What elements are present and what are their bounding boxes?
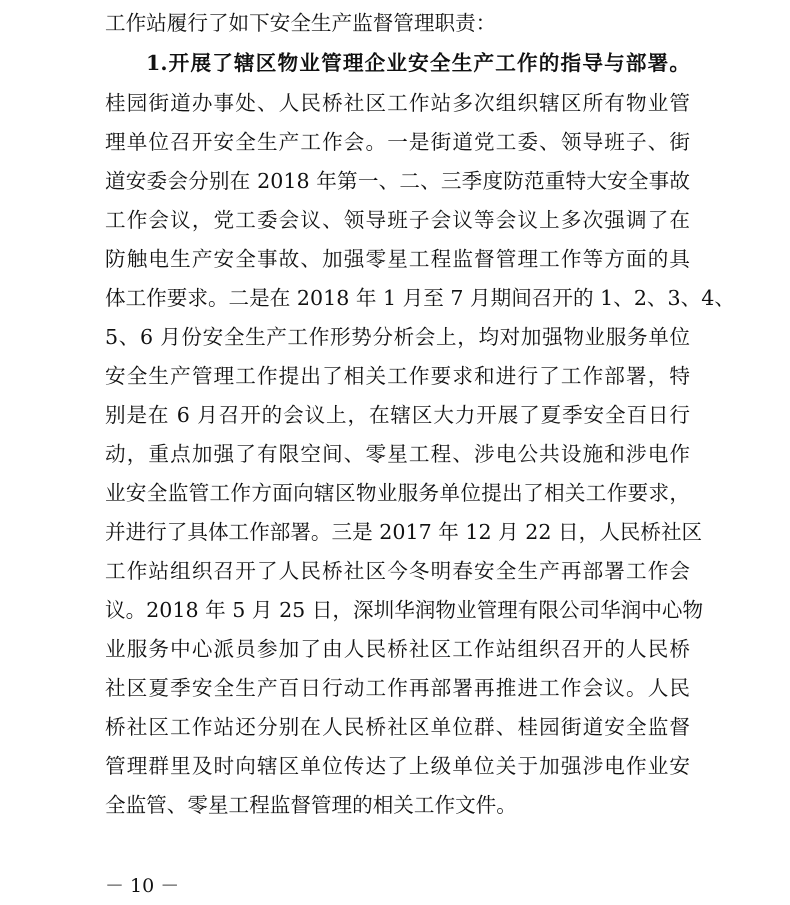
body-line: 桥社区工作站还分别在人民桥社区单位群、桂园街道安全监督	[105, 715, 690, 739]
page-number: － 10 －	[105, 875, 180, 897]
intro-line: 工作站履行了如下安全生产监督管理职责：	[105, 11, 497, 35]
body-line: 体工作要求。二是在 2018 年 1 月至 7 月期间召开的 1、2、3、4、	[105, 286, 735, 310]
body-line: 管理群里及时向辖区单位传达了上级单位关于加强涉电作业安	[105, 754, 690, 778]
body-line: 全监管、零星工程监督管理的相关工作文件。	[105, 793, 517, 817]
body-line: 业安全监管工作方面向辖区物业服务单位提出了相关工作要求，	[105, 481, 690, 505]
body-line: 工作会议，党工委会议、领导班子会议等会议上多次强调了在	[105, 208, 690, 232]
body-line: 安全生产管理工作提出了相关工作要求和进行了工作部署，特	[105, 364, 690, 388]
body-line: 并进行了具体工作部署。三是 2017 年 12 月 22 日，人民桥社区	[105, 520, 703, 544]
body-line: 议。2018 年 5 月 25 日，深圳华润物业管理有限公司华润中心物	[105, 598, 704, 622]
body-line: 防触电生产安全事故、加强零星工程监督管理工作等方面的具	[105, 247, 690, 271]
section-heading: 1.开展了辖区物业管理企业安全生产工作的指导与部署。	[146, 51, 690, 75]
body-line: 别是在 6 月召开的会议上，在辖区大力开展了夏季安全百日行	[105, 403, 690, 427]
body-line: 动，重点加强了有限空间、零星工程、涉电公共设施和涉电作	[105, 442, 690, 466]
body-line: 5、6 月份安全生产工作形势分析会上，均对加强物业服务单位	[105, 325, 690, 349]
body-line: 业服务中心派员参加了由人民桥社区工作站组织召开的人民桥	[105, 637, 690, 661]
body-line: 社区夏季安全生产百日行动工作再部署再推进工作会议。人民	[105, 676, 690, 700]
body-line: 桂园街道办事处、人民桥社区工作站多次组织辖区所有物业管	[105, 91, 690, 115]
body-line: 道安委会分别在 2018 年第一、二、三季度防范重特大安全事故	[105, 169, 690, 193]
body-line: 工作站组织召开了人民桥社区今冬明春安全生产再部署工作会	[105, 559, 690, 583]
body-line: 理单位召开安全生产工作会。一是街道党工委、领导班子、街	[105, 130, 690, 154]
